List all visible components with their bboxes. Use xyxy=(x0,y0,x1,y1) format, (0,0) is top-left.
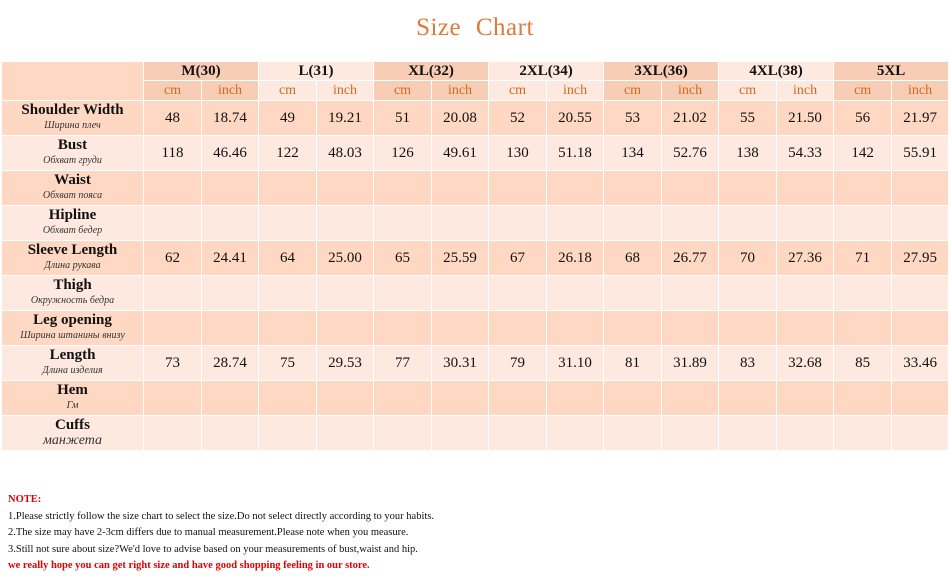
value-cell: 31.89 xyxy=(662,346,719,381)
row-label-en: Leg opening xyxy=(33,312,112,328)
value-cell: 83 xyxy=(719,346,777,381)
unit-inch: inch xyxy=(202,81,259,101)
value-cell xyxy=(489,311,547,346)
value-cell xyxy=(144,206,202,241)
value-cell: 64 xyxy=(259,241,317,276)
value-cell xyxy=(892,311,949,346)
value-cell: 79 xyxy=(489,346,547,381)
value-cell: 122 xyxy=(259,136,317,171)
row-label-en: Length xyxy=(49,347,96,363)
value-cell xyxy=(834,276,892,311)
value-cell xyxy=(259,171,317,206)
value-cell xyxy=(259,381,317,416)
value-cell: 24.41 xyxy=(202,241,259,276)
value-cell: 62 xyxy=(144,241,202,276)
value-cell: 48.03 xyxy=(317,136,374,171)
value-cell xyxy=(777,276,834,311)
value-cell: 18.74 xyxy=(202,101,259,136)
value-cell: 55.91 xyxy=(892,136,949,171)
value-cell xyxy=(662,276,719,311)
size-chart-table xyxy=(1,61,949,451)
value-cell: 49.61 xyxy=(432,136,489,171)
value-cell xyxy=(202,311,259,346)
value-cell xyxy=(719,171,777,206)
size-header: M(30) xyxy=(144,62,259,81)
value-cell xyxy=(317,276,374,311)
value-cell xyxy=(777,416,834,451)
measurement-row xyxy=(2,101,949,136)
value-cell xyxy=(892,276,949,311)
value-cell: 48 xyxy=(144,101,202,136)
value-cell: 27.95 xyxy=(892,241,949,276)
measurement-row xyxy=(2,171,949,206)
value-cell xyxy=(662,206,719,241)
unit-inch: inch xyxy=(662,81,719,101)
value-cell xyxy=(662,416,719,451)
value-cell xyxy=(202,206,259,241)
row-label xyxy=(2,101,144,136)
value-cell: 130 xyxy=(489,136,547,171)
measurement-row xyxy=(2,276,949,311)
row-label xyxy=(2,311,144,346)
value-cell: 20.08 xyxy=(432,101,489,136)
value-cell xyxy=(432,276,489,311)
value-cell: 73 xyxy=(144,346,202,381)
value-cell xyxy=(604,381,662,416)
value-cell xyxy=(374,311,432,346)
row-label-ru: Ширина плеч xyxy=(44,120,101,131)
value-cell xyxy=(547,171,604,206)
value-cell xyxy=(719,276,777,311)
value-cell xyxy=(662,171,719,206)
value-cell xyxy=(777,311,834,346)
value-cell xyxy=(489,206,547,241)
value-cell xyxy=(547,416,604,451)
value-cell xyxy=(834,311,892,346)
size-header: 2XL(34) xyxy=(489,62,604,81)
value-cell xyxy=(662,381,719,416)
notes-section xyxy=(8,492,938,575)
value-cell xyxy=(489,276,547,311)
unit-cm: cm xyxy=(604,81,662,101)
value-cell: 49 xyxy=(259,101,317,136)
unit-header-row xyxy=(2,81,949,101)
value-cell: 21.02 xyxy=(662,101,719,136)
value-cell xyxy=(144,276,202,311)
unit-cm: cm xyxy=(374,81,432,101)
row-label xyxy=(2,171,144,206)
value-cell: 46.46 xyxy=(202,136,259,171)
value-cell: 30.31 xyxy=(432,346,489,381)
value-cell xyxy=(432,206,489,241)
measurement-row xyxy=(2,206,949,241)
value-cell: 55 xyxy=(719,101,777,136)
value-cell xyxy=(432,416,489,451)
value-cell xyxy=(432,381,489,416)
note-line-2: 2.The size may have 2-3cm differs due to manual measurement.Please note when you measure. xyxy=(8,527,409,538)
value-cell xyxy=(374,206,432,241)
value-cell: 126 xyxy=(374,136,432,171)
value-cell xyxy=(317,311,374,346)
size-header-row xyxy=(2,62,949,81)
value-cell xyxy=(892,416,949,451)
value-cell xyxy=(834,171,892,206)
size-header: 3XL(36) xyxy=(604,62,719,81)
note-final: we really hope you can get right size and have good shopping feeling in our store. xyxy=(8,560,370,571)
value-cell: 33.46 xyxy=(892,346,949,381)
measurement-row xyxy=(2,416,949,451)
value-cell: 77 xyxy=(374,346,432,381)
value-cell: 19.21 xyxy=(317,101,374,136)
size-header: L(31) xyxy=(259,62,374,81)
value-cell: 65 xyxy=(374,241,432,276)
value-cell: 71 xyxy=(834,241,892,276)
measurement-row xyxy=(2,136,949,171)
value-cell xyxy=(719,416,777,451)
value-cell: 68 xyxy=(604,241,662,276)
value-cell: 26.77 xyxy=(662,241,719,276)
row-label-ru: Обхват груди xyxy=(43,155,102,166)
value-cell: 70 xyxy=(719,241,777,276)
value-cell xyxy=(144,416,202,451)
value-cell: 51 xyxy=(374,101,432,136)
row-label-ru: Обхват бедер xyxy=(42,225,103,236)
value-cell xyxy=(892,381,949,416)
value-cell: 51.18 xyxy=(547,136,604,171)
measurement-row xyxy=(2,311,949,346)
value-cell xyxy=(834,206,892,241)
unit-cm: cm xyxy=(834,81,892,101)
value-cell: 31.10 xyxy=(547,346,604,381)
value-cell: 52.76 xyxy=(662,136,719,171)
unit-inch: inch xyxy=(547,81,604,101)
value-cell xyxy=(317,416,374,451)
row-label-ru: Окружность бедра xyxy=(30,295,115,306)
value-cell: 134 xyxy=(604,136,662,171)
value-cell xyxy=(547,276,604,311)
value-cell xyxy=(719,206,777,241)
value-cell xyxy=(259,416,317,451)
unit-cm: cm xyxy=(489,81,547,101)
row-label xyxy=(2,346,144,381)
value-cell xyxy=(259,206,317,241)
value-cell xyxy=(892,206,949,241)
row-label-en: Hem xyxy=(57,382,88,398)
value-cell xyxy=(547,381,604,416)
value-cell: 25.59 xyxy=(432,241,489,276)
measurement-row xyxy=(2,381,949,416)
value-cell: 54.33 xyxy=(777,136,834,171)
value-cell xyxy=(604,276,662,311)
unit-inch: inch xyxy=(892,81,949,101)
value-cell xyxy=(834,381,892,416)
value-cell xyxy=(202,381,259,416)
title-word-2: Chart xyxy=(475,14,534,41)
value-cell: 75 xyxy=(259,346,317,381)
unit-inch: inch xyxy=(432,81,489,101)
value-cell xyxy=(604,416,662,451)
row-label-ru: Обхват пояса xyxy=(42,190,103,201)
note-line-1: 1.Please strictly follow the size chart to select the size.Do not select directly according to your habits. xyxy=(8,510,434,522)
value-cell xyxy=(317,206,374,241)
value-cell: 53 xyxy=(604,101,662,136)
value-cell xyxy=(144,311,202,346)
value-cell xyxy=(719,311,777,346)
note-line-3: 3.Still not sure about size?We'd love to advise based on your measurements of bust,waist and hip. xyxy=(8,543,418,555)
size-header: 4XL(38) xyxy=(719,62,834,81)
value-cell xyxy=(777,206,834,241)
unit-cm: cm xyxy=(259,81,317,101)
row-label xyxy=(2,416,144,451)
unit-inch: inch xyxy=(777,81,834,101)
row-label-ru: Длина изделия xyxy=(42,365,103,376)
unit-inch: inch xyxy=(317,81,374,101)
row-label-ru: Длина рукава xyxy=(44,260,101,271)
row-label-ru: Гм xyxy=(66,400,79,411)
value-cell xyxy=(489,171,547,206)
value-cell: 118 xyxy=(144,136,202,171)
value-cell xyxy=(317,381,374,416)
row-label-en: Thigh xyxy=(53,277,92,293)
note-heading: NOTE: xyxy=(8,494,42,505)
row-label-en: Hipline xyxy=(48,207,97,223)
value-cell xyxy=(259,311,317,346)
size-header: 5XL xyxy=(834,62,949,81)
value-cell xyxy=(374,416,432,451)
value-cell xyxy=(662,311,719,346)
measurement-row xyxy=(2,241,949,276)
title-word-1: Size xyxy=(416,14,462,41)
value-cell xyxy=(144,171,202,206)
value-cell: 29.53 xyxy=(317,346,374,381)
chart-title xyxy=(0,14,950,42)
value-cell: 25.00 xyxy=(317,241,374,276)
value-cell xyxy=(777,381,834,416)
value-cell xyxy=(259,276,317,311)
value-cell xyxy=(202,276,259,311)
size-header: XL(32) xyxy=(374,62,489,81)
value-cell: 52 xyxy=(489,101,547,136)
unit-cm: cm xyxy=(719,81,777,101)
unit-cm: cm xyxy=(144,81,202,101)
value-cell xyxy=(202,416,259,451)
value-cell xyxy=(719,381,777,416)
header-corner xyxy=(2,62,144,101)
value-cell xyxy=(432,311,489,346)
row-label xyxy=(2,206,144,241)
value-cell: 32.68 xyxy=(777,346,834,381)
value-cell xyxy=(547,311,604,346)
value-cell xyxy=(604,206,662,241)
value-cell xyxy=(604,171,662,206)
value-cell: 142 xyxy=(834,136,892,171)
value-cell: 85 xyxy=(834,346,892,381)
row-label-en: Cuffs xyxy=(54,417,90,433)
measurement-row xyxy=(2,346,949,381)
value-cell: 138 xyxy=(719,136,777,171)
value-cell xyxy=(432,171,489,206)
value-cell xyxy=(374,171,432,206)
row-label-ru: Ширина штанины внизу xyxy=(20,330,125,341)
value-cell: 67 xyxy=(489,241,547,276)
value-cell: 21.50 xyxy=(777,101,834,136)
row-label-en: Sleeve Length xyxy=(27,242,118,258)
value-cell xyxy=(317,171,374,206)
value-cell: 28.74 xyxy=(202,346,259,381)
value-cell xyxy=(202,171,259,206)
value-cell: 26.18 xyxy=(547,241,604,276)
row-label xyxy=(2,276,144,311)
value-cell xyxy=(834,416,892,451)
row-label-en: Bust xyxy=(57,137,88,153)
value-cell xyxy=(777,171,834,206)
value-cell xyxy=(547,206,604,241)
value-cell: 20.55 xyxy=(547,101,604,136)
value-cell xyxy=(604,311,662,346)
value-cell: 56 xyxy=(834,101,892,136)
value-cell: 27.36 xyxy=(777,241,834,276)
row-label xyxy=(2,136,144,171)
row-label xyxy=(2,241,144,276)
row-label-en: Waist xyxy=(54,172,91,188)
value-cell xyxy=(489,416,547,451)
row-label-ru: манжета xyxy=(42,433,103,448)
value-cell xyxy=(489,381,547,416)
row-label xyxy=(2,381,144,416)
value-cell xyxy=(374,276,432,311)
value-cell: 81 xyxy=(604,346,662,381)
value-cell: 21.97 xyxy=(892,101,949,136)
row-label-en: Shoulder Width xyxy=(21,102,124,118)
value-cell xyxy=(144,381,202,416)
value-cell xyxy=(374,381,432,416)
value-cell xyxy=(892,171,949,206)
